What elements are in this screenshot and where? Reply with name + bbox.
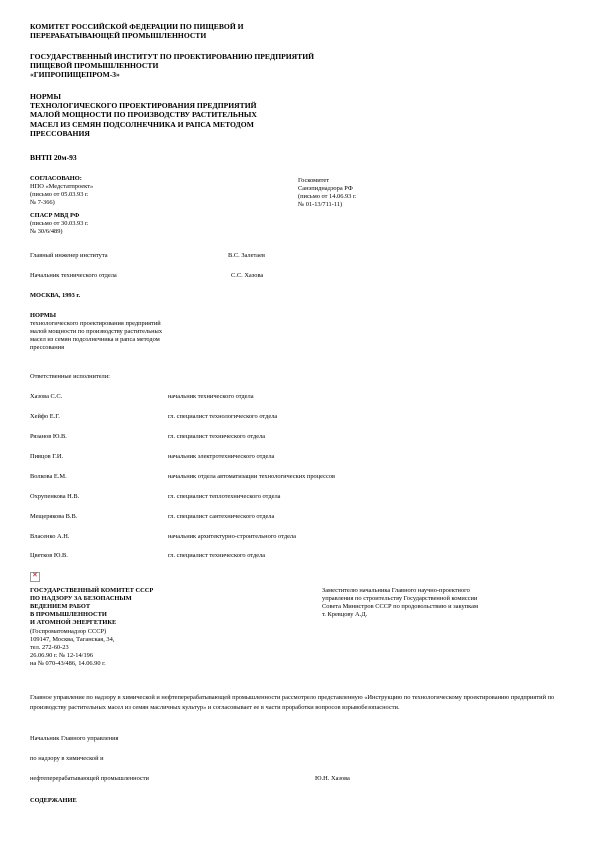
broken-image-icon: ✕ <box>30 572 40 582</box>
committee-line: И АТОМНОЙ ЭНЕРГЕТИКЕ <box>30 619 117 626</box>
letter-sign-row <box>30 775 570 785</box>
subtitle-line: НОРМЫ <box>30 312 57 319</box>
document-code: ВНТП 20м-93 <box>30 153 77 162</box>
subtitle-line: малой мощности по производству растительных <box>30 328 163 335</box>
letter-committee <box>30 587 153 627</box>
approval-line: НПО «Медстатпроект» <box>30 183 94 190</box>
approval-left <box>30 175 93 207</box>
executor-name: Хейфо Е.Г. <box>30 413 60 420</box>
executor-position: гл. специалист технического отдела <box>168 552 266 559</box>
committee-line: ВЕДЕНИЕМ РАБОТ <box>30 603 91 610</box>
executor-name: Рязанов Ю.В. <box>30 433 67 440</box>
approval-line: № 01-13/711-11) <box>298 201 343 208</box>
executor-position: гл. специалист технического отдела <box>168 433 266 440</box>
institute-line: ПИЩЕВОЙ ПРОМЫШЛЕННОСТИ <box>30 61 159 71</box>
recipient-line: т. Кревцову А.Д. <box>322 611 368 618</box>
signature-row <box>30 252 570 262</box>
org-line: ПЕРЕРАБАТЫВАЮЩЕЙ ПРОМЫШЛЕННОСТИ <box>30 31 207 41</box>
approval-line: № 30/6/489) <box>30 228 63 235</box>
signature-name: В.С. Залетаев <box>228 252 265 259</box>
title-line: ПРЕССОВАНИЯ <box>30 128 90 138</box>
executor-name: Мещерякова В.В. <box>30 513 78 520</box>
approval-title: СОГЛАСОВАНО: <box>30 175 82 182</box>
executor-row <box>30 473 570 483</box>
letter-sign-line: Начальник Главного управления <box>30 735 119 742</box>
approval-line: Госкомитет <box>298 177 330 184</box>
title-line: МАСЕЛ ИЗ СЕМЯН ПОДСОЛНЕЧНИКА И РАПСА МЕТОДОМ <box>30 119 254 129</box>
executor-position: гл. специалист технологического отдела <box>168 413 278 420</box>
executor-row <box>30 413 570 423</box>
committee-line: ГОСУДАРСТВЕННЫЙ КОМИТЕТ СССР <box>30 587 154 594</box>
address-line: (Госпроматомнадзор СССР) <box>30 628 107 635</box>
committee-line: В ПРОМЫШЛЕННОСТИ <box>30 611 107 618</box>
address-line: на № 070-43/486, 14.06.90 г. <box>30 660 106 667</box>
executor-position: гл. специалист теплотехнического отдела <box>168 493 281 500</box>
approval-right <box>298 177 357 209</box>
title-line: МАЛОЙ МОЩНОСТИ ПО ПРОИЗВОДСТВУ РАСТИТЕЛЬНЫХ <box>30 110 257 120</box>
institute-line: ГОСУДАРСТВЕННЫЙ ИНСТИТУТ ПО ПРОЕКТИРОВАНИЮ ПРЕДПРИЯТИЙ <box>30 52 315 61</box>
executor-name: Хазова С.С. <box>30 393 63 400</box>
subtitle-line: масел из семян подсолнечника и рапса методом <box>30 336 160 343</box>
executor-row <box>30 513 570 523</box>
recipient-line: Заместителю начальника Главного научно-проектного <box>322 587 470 594</box>
signature-role: Начальник технического отдела <box>30 272 117 279</box>
subtitle-block <box>30 312 162 352</box>
address-line: 109147, Москва, Таганская, 34, <box>30 636 115 643</box>
executors-title: Ответственные исполнители: <box>30 373 110 380</box>
executor-row <box>30 453 570 463</box>
executor-row <box>30 533 570 543</box>
approval-line: (письмо от 05.03.93 г. <box>30 191 89 198</box>
subtitle-line: прессования <box>30 344 65 351</box>
executor-position: начальник электротехнического отдела <box>168 453 275 460</box>
approval-title: СПАСР МВД РФ <box>30 212 80 219</box>
institute-line: «ГИПРОПИЩЕПРОМ-3» <box>30 70 120 80</box>
signature-role: Главный инженер института <box>30 252 108 259</box>
executor-position: начальник отдела автоматизации технологических процессов <box>168 473 336 480</box>
executor-name: Цветков Ю.В. <box>30 552 68 559</box>
committee-line: ПО НАДЗОРУ ЗА БЕЗОПАСНЫМ <box>30 595 132 602</box>
document-title <box>30 92 257 138</box>
approval-line: Санэпиднадзора РФ <box>298 185 353 192</box>
approval-line: № 7-366) <box>30 199 55 206</box>
letter-recipient <box>322 587 478 619</box>
recipient-line: управления по строительству Государственной комиссии <box>322 595 478 602</box>
recipient-line: Совета Министров СССР по продовольствию и закупкам <box>322 603 478 610</box>
approval-line: (письмо от 14.06.93 г. <box>298 193 357 200</box>
executor-position: гл. специалист сантехнического отдела <box>168 513 275 520</box>
signature-row <box>30 272 570 282</box>
executor-name: Пивцов Г.И. <box>30 453 64 460</box>
institute-heading <box>30 52 314 80</box>
address-line: тел. 272-60-23 <box>30 644 69 651</box>
signature-name: С.С. Хазова <box>231 272 264 279</box>
executor-row <box>30 433 570 443</box>
executor-row <box>30 393 570 403</box>
executor-position: начальник технического отдела <box>168 393 254 400</box>
executor-row <box>30 493 570 503</box>
letter-body: Главное управление по надзору в химической и нефтеперерабатывающей промышленности рассмотрело представленную «Инструкцию по технологическому проектированию предприятий по производству растительных масел из семян масличных культур» и согласовывает ее в части проработки вопросов взрывобезопасности. <box>30 694 555 711</box>
organization-heading <box>30 22 244 40</box>
sign-role: нефтеперерабатывающей промышленности <box>30 775 149 782</box>
subtitle-line: технологического проектирования предприятий <box>30 320 161 327</box>
executor-name: Власенко А.Н. <box>30 533 70 540</box>
executor-row <box>30 552 570 562</box>
sign-name: Ю.Н. Хазова <box>315 775 350 782</box>
approval-line: (письмо от 30.03.93 г. <box>30 220 89 227</box>
letter-address <box>30 628 114 668</box>
address-line: 26.06.90 г. № 12-14/196 <box>30 652 94 659</box>
title-line: ТЕХНОЛОГИЧЕСКОГО ПРОЕКТИРОВАНИЯ ПРЕДПРИЯТИЙ <box>30 101 257 111</box>
title-line: НОРМЫ <box>30 92 61 101</box>
org-line: КОМИТЕТ РОССИЙСКОЙ ФЕДЕРАЦИИ ПО ПИЩЕВОЙ И <box>30 22 244 31</box>
approval-left-2 <box>30 212 89 236</box>
executor-position: начальник архитектурно-строительного отдела <box>168 533 296 540</box>
contents-heading: СОДЕРЖАНИЕ <box>30 797 77 804</box>
letter-sign-line: по надзору в химической и <box>30 755 104 762</box>
executor-name: Охрупенкова Н.В. <box>30 493 80 500</box>
place-year: МОСКВА, 1993 г. <box>30 292 81 299</box>
executor-name: Волкова Е.М. <box>30 473 67 480</box>
